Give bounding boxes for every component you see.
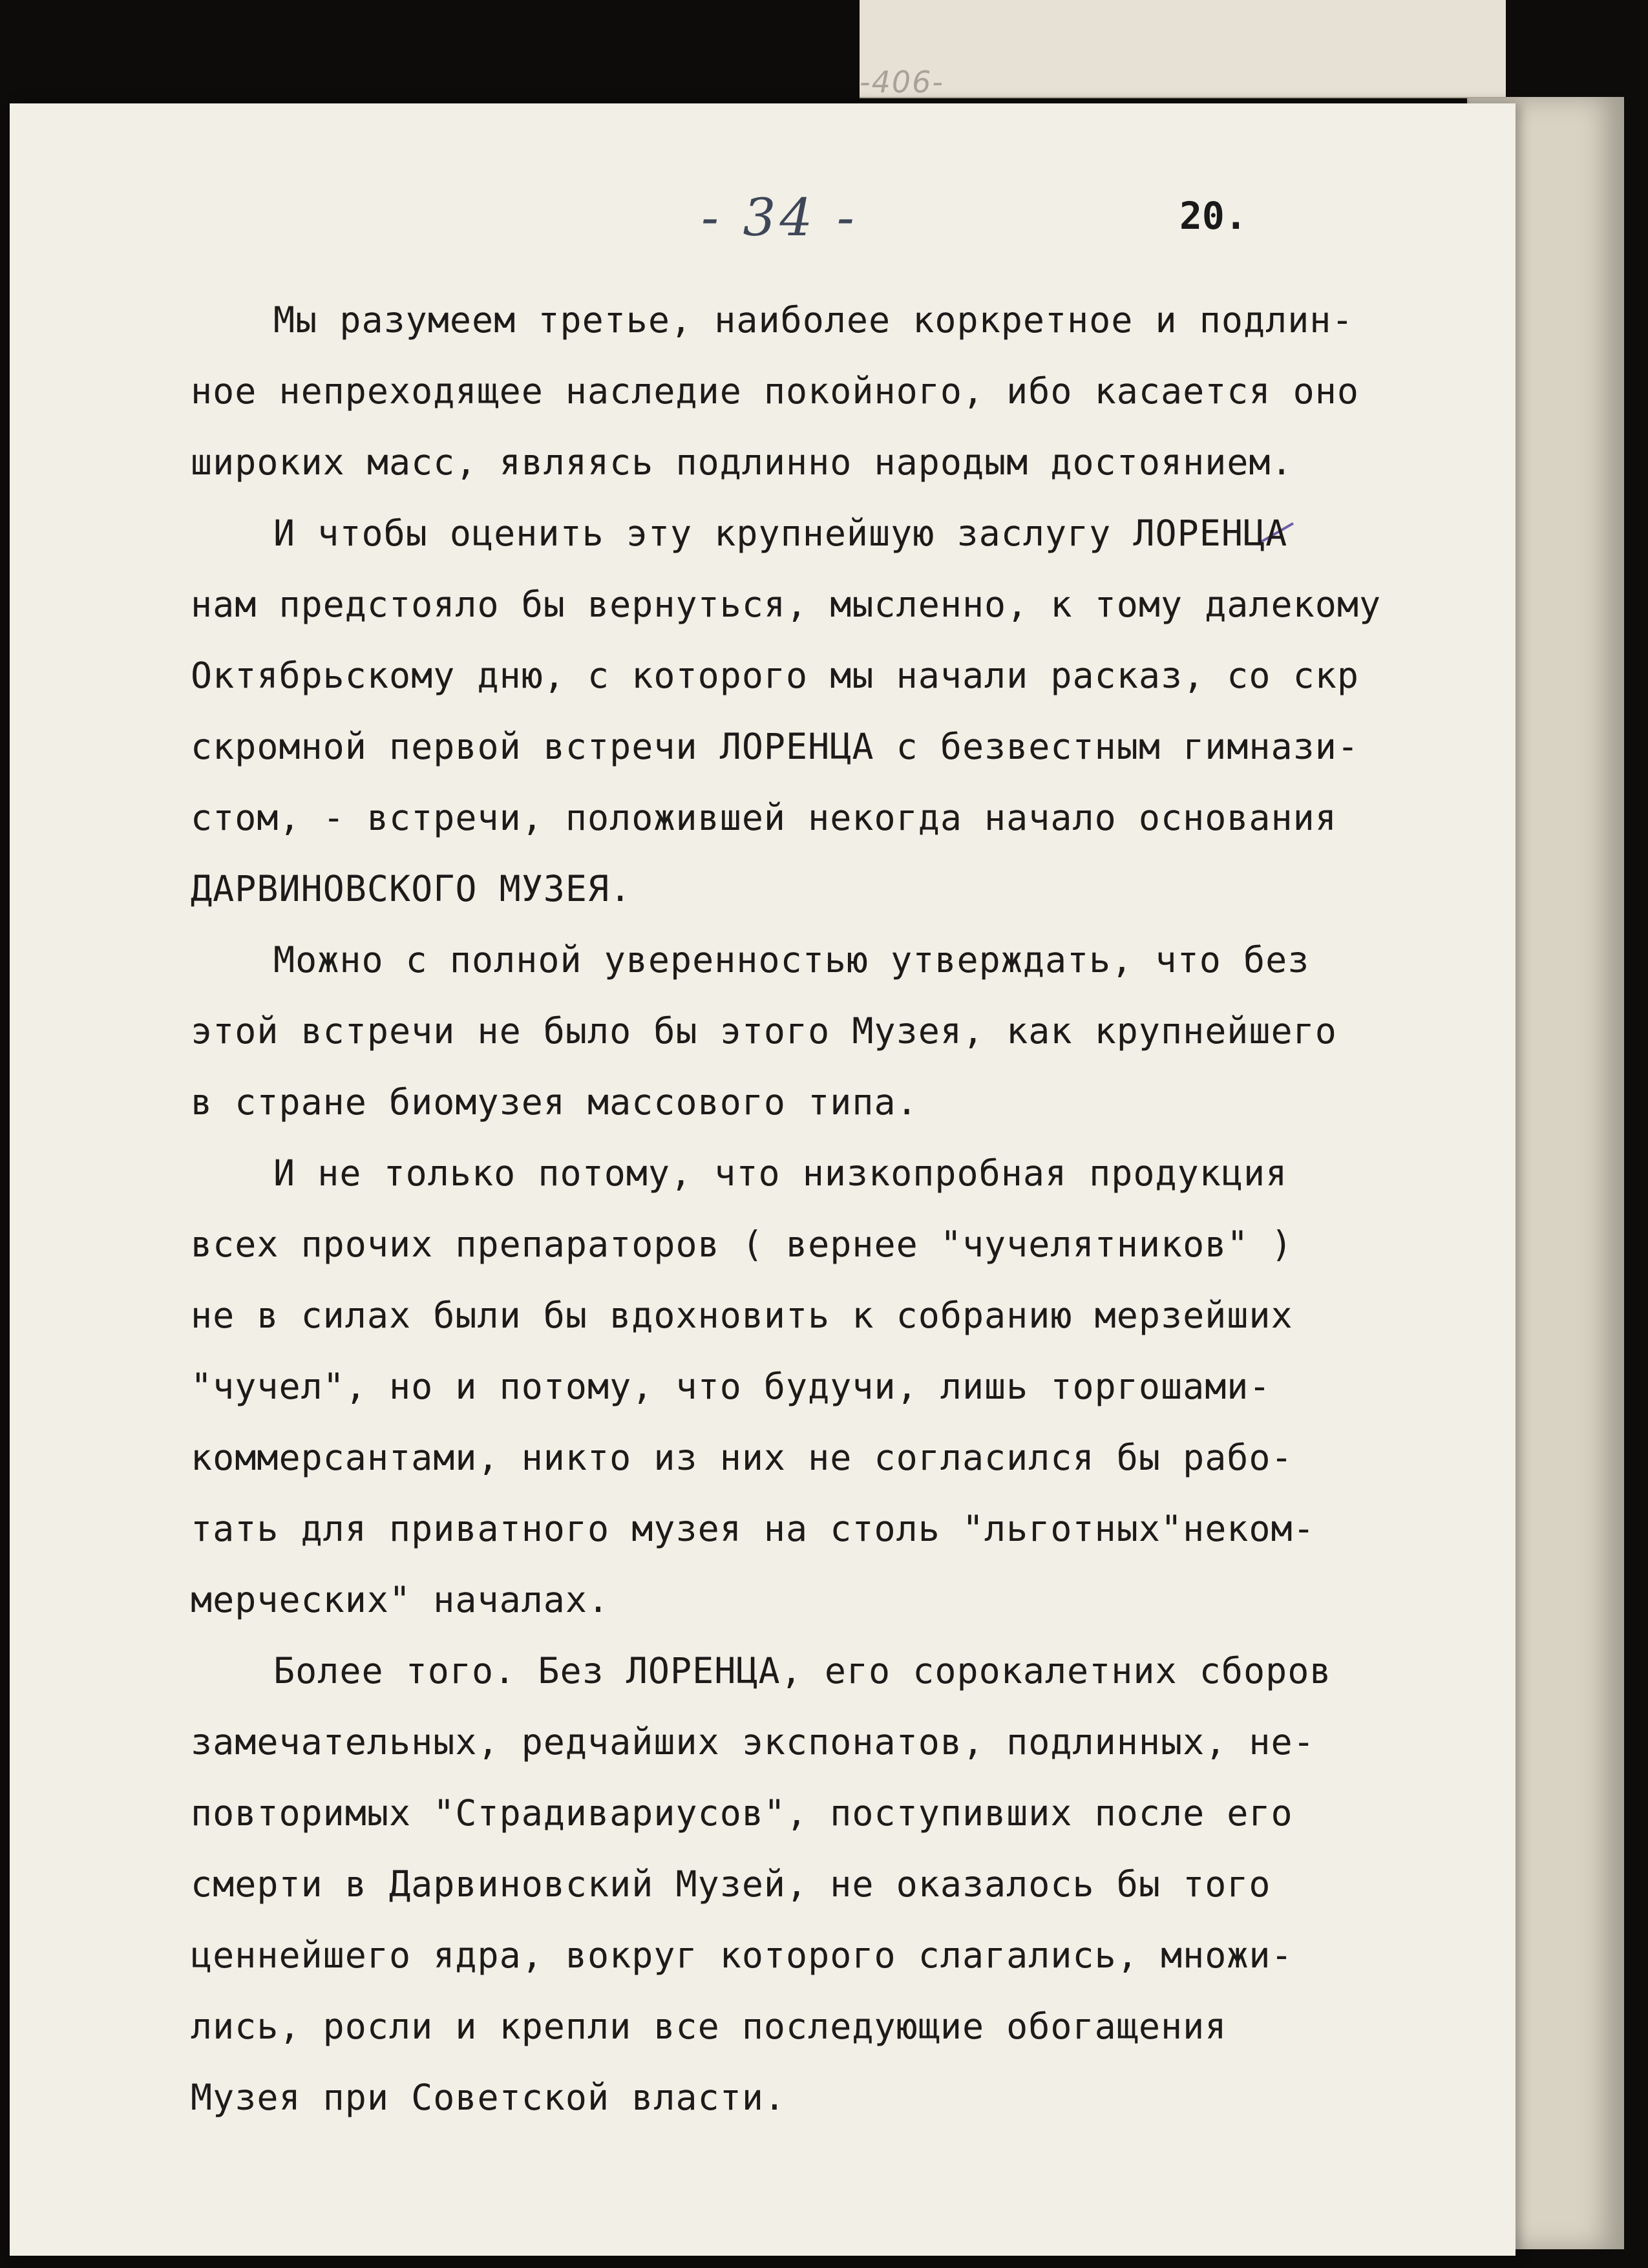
text-line: Октябрьскому дню, с которого мы начали расказ, со скр (191, 655, 1359, 696)
text-line: Музея при Советской власти. (191, 2077, 787, 2118)
text-line: лись, росли и крепли все последующие обогащения (191, 2006, 1227, 2047)
text-line: нам предстояло бы вернуться, мысленно, к тому далекому (191, 584, 1382, 625)
typed-page-number: 20. (1179, 194, 1247, 238)
text-line: стом, - встречи, положившей некогда начало основания (191, 797, 1337, 838)
top-sheet-strip (860, 0, 1506, 98)
text-line: Мы разумеем третье, наиболее коркретное и подлин- (273, 299, 1354, 341)
document-body (191, 284, 1419, 2133)
text-line: тать для приватного музея на столь "льготных"неком- (191, 1508, 1315, 1549)
text-line: ценнейшего ядра, вокруг которого слагались, множи- (191, 1934, 1293, 1976)
text-line: Более того. Без ЛОРЕНЦА, его сорокалетних сборов (273, 1650, 1332, 1691)
text-line: смерти в Дарвиновский Музей, не оказалось бы того (191, 1863, 1271, 1905)
text-line: скромной первой встречи ЛОРЕНЦА с безвестным гимнази- (191, 726, 1359, 767)
text-line: ДАРВИНОВСКОГО МУЗЕЯ. (191, 868, 632, 909)
text-line: ное непреходящее наследие покойного, ибо касается оно (191, 370, 1359, 412)
text-line: Можно с полной уверенностью утверждать, что без (273, 939, 1310, 980)
text-line: повторимых "Страдивариусов", поступивших после его (191, 1792, 1293, 1834)
text-line: замечательных, редчайших экспонатов, подлинных, не- (191, 1721, 1315, 1763)
text-line: этой встречи не было бы этого Музея, как крупнейшего (191, 1010, 1337, 1052)
text-line: мерческих" началах. (191, 1579, 610, 1620)
text-line: "чучел", но и потому, что будучи, лишь торгошами- (191, 1366, 1271, 1407)
text-line: всех прочих препараторов ( вернее "чучелятников" ) (191, 1224, 1293, 1265)
text-line: не в силах были бы вдохновить к собранию мерзейших (191, 1295, 1293, 1336)
text-line: коммерсантами, никто из них не согласился бы рабо- (191, 1437, 1293, 1478)
text-line: И чтобы оценить эту крупнейшую заслугу ЛОРЕНЦА (273, 513, 1288, 554)
handwritten-page-number: - 34 - (701, 187, 858, 248)
text-line: широких масс, являясь подлинно народым достоянием. (191, 441, 1293, 483)
text-line: И не только потому, что низкопробная продукция (273, 1152, 1288, 1194)
text-line: в стране биомузея массового типа. (191, 1081, 918, 1123)
archive-number: -406- (860, 65, 944, 100)
